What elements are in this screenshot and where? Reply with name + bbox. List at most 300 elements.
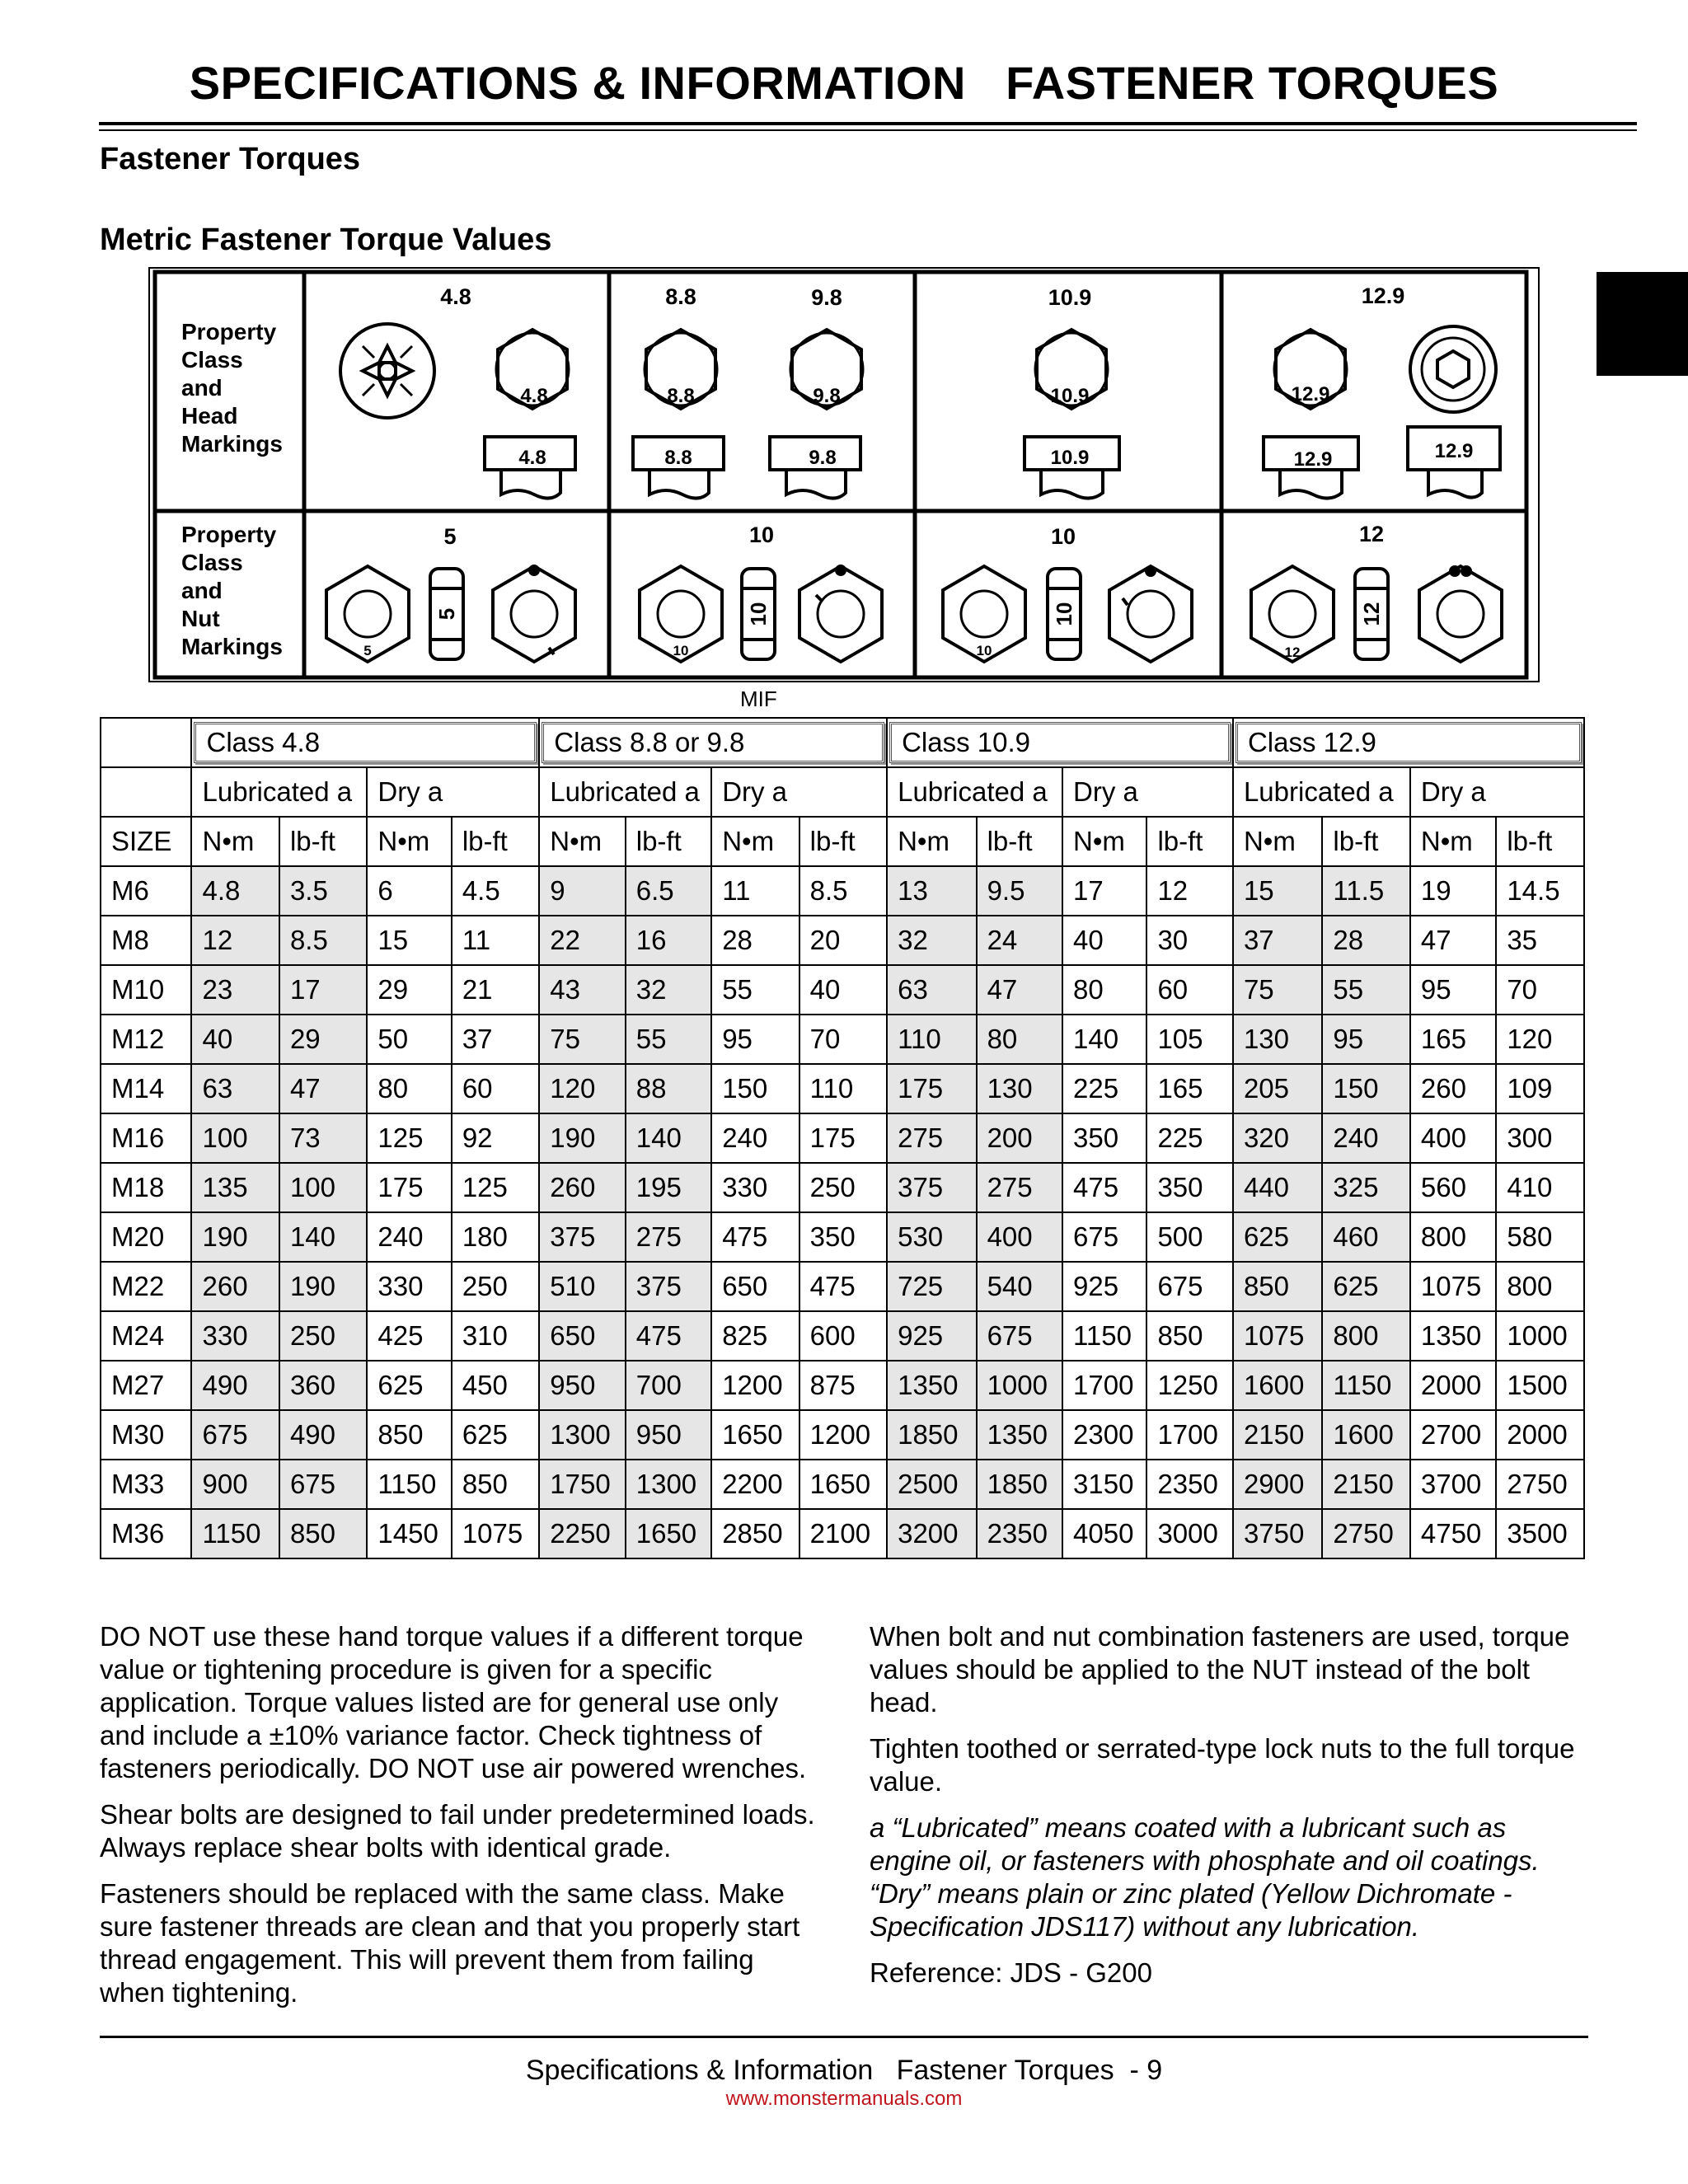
condition-header: Lubricated a — [539, 767, 711, 817]
table-row — [101, 1163, 1584, 1212]
torque-cell: 1850 — [977, 1460, 1062, 1509]
torque-cell: 560 — [1410, 1163, 1496, 1212]
head-class-title: 9.8 — [811, 285, 842, 310]
torque-cell: 1150 — [1062, 1311, 1146, 1361]
torque-table — [100, 717, 1585, 1559]
torque-cell: 4.8 — [191, 866, 279, 916]
note-paragraph: Fasteners should be replaced with the same class. Make sure fastener threads are clean and that you properly start thread engagement. This will prevent them from failing when tightening. — [100, 1878, 800, 2008]
table-row — [101, 1064, 1584, 1113]
torque-cell: 300 — [1496, 1113, 1584, 1163]
class-header — [191, 718, 539, 767]
torque-cell: 250 — [799, 1163, 887, 1212]
head-mark-text: 10.9 — [1050, 447, 1090, 469]
torque-cell: 2350 — [977, 1509, 1062, 1558]
torque-cell: 1300 — [626, 1460, 711, 1509]
torque-cell: 55 — [1322, 965, 1409, 1015]
condition-header: Dry a — [1410, 767, 1584, 817]
table-row — [101, 1015, 1584, 1064]
torque-cell: 32 — [626, 965, 711, 1015]
size-cell: M24 — [101, 1311, 191, 1361]
torque-cell: 675 — [977, 1311, 1062, 1361]
torque-cell: 1075 — [1410, 1262, 1496, 1311]
nut-mark-text: 10 — [746, 602, 771, 626]
class-header-label: Class 12.9 — [1236, 722, 1582, 763]
torque-cell: 1075 — [1233, 1311, 1322, 1361]
torque-cell: 440 — [1233, 1163, 1322, 1212]
torque-cell: 1600 — [1322, 1410, 1409, 1460]
torque-cell: 350 — [1146, 1163, 1233, 1212]
torque-cell: 2500 — [887, 1460, 976, 1509]
torque-cell: 490 — [191, 1361, 279, 1410]
torque-cell: 29 — [367, 965, 451, 1015]
nut-mark-text: 5 — [363, 643, 372, 658]
torque-cell: 13 — [887, 866, 976, 916]
torque-cell: 125 — [452, 1163, 539, 1212]
torque-cell: 675 — [1062, 1212, 1146, 1262]
torque-cell: 150 — [711, 1064, 799, 1113]
torque-cell: 2750 — [1322, 1509, 1409, 1558]
footer-url[interactable]: www.monstermanuals.com — [725, 2088, 963, 2110]
torque-cell: 1350 — [887, 1361, 976, 1410]
torque-cell: 1150 — [1322, 1361, 1409, 1410]
table-row — [101, 1361, 1584, 1410]
head-label-line: and — [181, 375, 223, 401]
torque-cell: 925 — [1062, 1262, 1146, 1311]
table-row — [101, 1460, 1584, 1509]
torque-cell: 175 — [367, 1163, 451, 1212]
torque-cell: 375 — [626, 1262, 711, 1311]
head-mark-text: 4.8 — [520, 385, 548, 407]
torque-cell: 88 — [626, 1064, 711, 1113]
reference: Reference: JDS - G200 — [870, 1957, 1152, 1988]
torque-cell: 11 — [711, 866, 799, 916]
torque-cell: 6.5 — [626, 866, 711, 916]
torque-cell: 450 — [452, 1361, 539, 1410]
unit-header: N•m — [887, 817, 976, 866]
head-class-title: 10.9 — [1048, 285, 1092, 310]
torque-cell: 1650 — [626, 1509, 711, 1558]
torque-cell: 1200 — [799, 1410, 887, 1460]
torque-cell: 75 — [1233, 965, 1322, 1015]
head-mark-text: 9.8 — [809, 447, 837, 469]
torque-cell: 95 — [1410, 965, 1496, 1015]
torque-cell: 12 — [1146, 866, 1233, 916]
torque-cell: 20 — [799, 916, 887, 965]
unit-header: N•m — [1062, 817, 1146, 866]
head-mark-text: 12.9 — [1434, 440, 1474, 462]
torque-cell: 510 — [539, 1262, 625, 1311]
torque-cell: 23 — [191, 965, 279, 1015]
torque-cell: 260 — [191, 1262, 279, 1311]
torque-cell: 4050 — [1062, 1509, 1146, 1558]
torque-cell: 800 — [1496, 1262, 1584, 1311]
torque-cell: 73 — [279, 1113, 367, 1163]
torque-cell: 1000 — [977, 1361, 1062, 1410]
torque-cell: 460 — [1322, 1212, 1409, 1262]
torque-cell: 950 — [539, 1361, 625, 1410]
torque-cell: 3750 — [1233, 1509, 1322, 1558]
size-cell: M18 — [101, 1163, 191, 1212]
torque-cell: 135 — [191, 1163, 279, 1212]
subsection-title: Metric Fastener Torque Values — [100, 223, 552, 257]
torque-cell: 625 — [1322, 1262, 1409, 1311]
torque-cell: 850 — [1146, 1311, 1233, 1361]
head-class-title: 4.8 — [440, 284, 471, 309]
torque-cell: 475 — [799, 1262, 887, 1311]
torque-cell: 37 — [452, 1015, 539, 1064]
torque-cell: 3150 — [1062, 1460, 1146, 1509]
torque-cell: 375 — [539, 1212, 625, 1262]
torque-cell: 75 — [539, 1015, 625, 1064]
torque-cell: 1500 — [1496, 1361, 1584, 1410]
size-cell: M8 — [101, 916, 191, 965]
table-row — [101, 1212, 1584, 1262]
head-class-title: 8.8 — [665, 284, 696, 309]
torque-cell: 1075 — [452, 1509, 539, 1558]
class-header — [887, 718, 1233, 767]
footer-text: Specifications & Information Fastener Torques - 9 — [525, 2055, 1163, 2086]
size-cell: M14 — [101, 1064, 191, 1113]
torque-cell: 625 — [1233, 1212, 1322, 1262]
head-mark-text: 8.8 — [667, 385, 695, 407]
table-row — [101, 1509, 1584, 1558]
torque-cell: 950 — [626, 1410, 711, 1460]
torque-cell: 800 — [1410, 1212, 1496, 1262]
torque-cell: 625 — [367, 1361, 451, 1410]
nut-label-line: Property — [181, 522, 277, 547]
head-mark-text: 8.8 — [664, 447, 692, 469]
torque-cell: 425 — [367, 1311, 451, 1361]
torque-cell: 225 — [1062, 1064, 1146, 1113]
torque-cell: 675 — [1146, 1262, 1233, 1311]
torque-cell: 650 — [539, 1311, 625, 1361]
torque-cell: 29 — [279, 1015, 367, 1064]
torque-cell: 650 — [711, 1262, 799, 1311]
torque-cell: 140 — [1062, 1015, 1146, 1064]
head-mark-text: 9.8 — [813, 385, 841, 407]
header-rule — [99, 122, 1637, 125]
torque-cell: 260 — [539, 1163, 625, 1212]
torque-cell: 6 — [367, 866, 451, 916]
torque-cell: 250 — [452, 1262, 539, 1311]
torque-cell: 1000 — [1496, 1311, 1584, 1361]
torque-cell: 14.5 — [1496, 866, 1584, 916]
torque-cell: 400 — [1410, 1113, 1496, 1163]
torque-cell: 1650 — [711, 1410, 799, 1460]
torque-cell: 190 — [279, 1262, 367, 1311]
size-cell: M30 — [101, 1410, 191, 1460]
table-row — [101, 1113, 1584, 1163]
torque-cell: 2300 — [1062, 1410, 1146, 1460]
nut-mark-text: 5 — [434, 607, 459, 621]
size-cell: M12 — [101, 1015, 191, 1064]
head-label-line: Property — [181, 319, 277, 344]
torque-cell: 60 — [1146, 965, 1233, 1015]
head-mark-text: 4.8 — [518, 447, 546, 469]
table-row — [101, 965, 1584, 1015]
torque-cell: 600 — [799, 1311, 887, 1361]
torque-cell: 140 — [279, 1212, 367, 1262]
size-cell: M22 — [101, 1262, 191, 1311]
torque-cell: 1850 — [887, 1410, 976, 1460]
torque-cell: 120 — [1496, 1015, 1584, 1064]
condition-header: Lubricated a — [191, 767, 367, 817]
table-row — [101, 1410, 1584, 1460]
torque-cell: 850 — [1233, 1262, 1322, 1311]
torque-cell: 63 — [191, 1064, 279, 1113]
torque-cell: 275 — [887, 1113, 976, 1163]
condition-header: Lubricated a — [887, 767, 1062, 817]
torque-cell: 200 — [977, 1113, 1062, 1163]
torque-cell: 410 — [1496, 1163, 1584, 1212]
torque-cell: 30 — [1146, 916, 1233, 965]
torque-cell: 875 — [799, 1361, 887, 1410]
torque-cell: 3200 — [887, 1509, 976, 1558]
table-row — [101, 866, 1584, 916]
torque-cell: 40 — [191, 1015, 279, 1064]
torque-cell: 80 — [367, 1064, 451, 1113]
torque-cell: 9.5 — [977, 866, 1062, 916]
head-label-line: Class — [181, 347, 243, 373]
unit-header: lb-ft — [977, 817, 1062, 866]
torque-cell: 43 — [539, 965, 625, 1015]
torque-cell: 190 — [539, 1113, 625, 1163]
torque-cell: 1150 — [367, 1460, 451, 1509]
torque-cell: 260 — [1410, 1064, 1496, 1113]
torque-cell: 310 — [452, 1311, 539, 1361]
torque-cell: 360 — [279, 1361, 367, 1410]
head-mark-text: 10.9 — [1050, 385, 1090, 407]
torque-cell: 800 — [1322, 1311, 1409, 1361]
torque-cell: 130 — [1233, 1015, 1322, 1064]
nut-mark-text: 10 — [976, 643, 992, 658]
torque-cell: 11 — [452, 916, 539, 965]
torque-cell: 2100 — [799, 1509, 887, 1558]
torque-cell: 205 — [1233, 1064, 1322, 1113]
torque-cell: 92 — [452, 1113, 539, 1163]
diagram-caption: MIF — [740, 687, 777, 711]
torque-cell: 1200 — [711, 1361, 799, 1410]
torque-cell: 675 — [191, 1410, 279, 1460]
torque-cell: 580 — [1496, 1212, 1584, 1262]
torque-cell: 50 — [367, 1015, 451, 1064]
head-label-line: Markings — [181, 431, 283, 457]
nut-class-title: 10 — [748, 523, 775, 547]
class-header — [1233, 718, 1584, 767]
torque-cell: 2850 — [711, 1509, 799, 1558]
torque-cell: 1150 — [191, 1509, 279, 1558]
torque-cell: 180 — [452, 1212, 539, 1262]
torque-cell: 140 — [626, 1113, 711, 1163]
torque-cell: 28 — [1322, 916, 1409, 965]
class-header-label: Class 8.8 or 9.8 — [542, 722, 884, 763]
torque-cell: 275 — [977, 1163, 1062, 1212]
size-cell: M36 — [101, 1509, 191, 1558]
torque-cell: 330 — [367, 1262, 451, 1311]
torque-cell: 1250 — [1146, 1361, 1233, 1410]
torque-cell: 16 — [626, 916, 711, 965]
torque-cell: 100 — [279, 1163, 367, 1212]
torque-cell: 37 — [1233, 916, 1322, 965]
condition-header: Lubricated a — [1233, 767, 1410, 817]
torque-cell: 1700 — [1062, 1361, 1146, 1410]
torque-cell: 240 — [1322, 1113, 1409, 1163]
table-row — [101, 1311, 1584, 1361]
torque-cell: 2350 — [1146, 1460, 1233, 1509]
torque-cell: 350 — [799, 1212, 887, 1262]
torque-cell: 240 — [711, 1113, 799, 1163]
nut-class-title: 12 — [1358, 522, 1385, 546]
torque-cell: 63 — [887, 965, 976, 1015]
header-title: SPECIFICATIONS & INFORMATION FASTENER TORQUES — [189, 57, 1499, 109]
note-paragraph: DO NOT use these hand torque values if a different torque value or tightening procedure is given for a specific application. Torque values listed are for general use only and include a ±10% variance factor. Check tightness of fasteners periodically. DO NOT use air powered wrenches. — [100, 1621, 807, 1783]
unit-header: lb-ft — [799, 817, 887, 866]
torque-cell: 225 — [1146, 1113, 1233, 1163]
torque-cell: 130 — [977, 1064, 1062, 1113]
unit-header: lb-ft — [452, 817, 539, 866]
nut-mark-text: 12 — [1284, 644, 1301, 660]
torque-cell: 125 — [367, 1113, 451, 1163]
footer-rule — [100, 2036, 1588, 2038]
size-cell: M10 — [101, 965, 191, 1015]
torque-cell: 240 — [367, 1212, 451, 1262]
size-cell: M33 — [101, 1460, 191, 1509]
unit-header: N•m — [539, 817, 625, 866]
torque-cell: 110 — [799, 1064, 887, 1113]
torque-cell: 1750 — [539, 1460, 625, 1509]
unit-header: lb-ft — [1146, 817, 1233, 866]
torque-cell: 22 — [539, 916, 625, 965]
torque-cell: 21 — [452, 965, 539, 1015]
torque-cell: 2200 — [711, 1460, 799, 1509]
nut-label-line: Class — [181, 550, 243, 575]
head-class-title: 12.9 — [1361, 284, 1405, 308]
torque-cell: 28 — [711, 916, 799, 965]
torque-cell: 40 — [1062, 916, 1146, 965]
nut-mark-text: 10 — [673, 643, 689, 658]
torque-cell: 1450 — [367, 1509, 451, 1558]
torque-cell: 80 — [977, 1015, 1062, 1064]
torque-cell: 150 — [1322, 1064, 1409, 1113]
torque-cell: 2900 — [1233, 1460, 1322, 1509]
torque-cell: 175 — [799, 1113, 887, 1163]
condition-header: Dry a — [711, 767, 887, 817]
unit-header: N•m — [191, 817, 279, 866]
nut-mark-text: 12 — [1359, 602, 1384, 626]
torque-cell: 925 — [887, 1311, 976, 1361]
torque-cell: 475 — [626, 1311, 711, 1361]
unit-header: N•m — [1233, 817, 1322, 866]
table-row — [101, 916, 1584, 965]
torque-cell: 70 — [1496, 965, 1584, 1015]
condition-header: Dry a — [1062, 767, 1233, 817]
torque-cell: 32 — [887, 916, 976, 965]
torque-cell: 3700 — [1410, 1460, 1496, 1509]
torque-cell: 2000 — [1496, 1410, 1584, 1460]
unit-header: N•m — [367, 817, 451, 866]
torque-cell: 375 — [887, 1163, 976, 1212]
torque-cell: 175 — [887, 1064, 976, 1113]
torque-cell: 17 — [279, 965, 367, 1015]
head-label-line: Head — [181, 403, 238, 429]
torque-cell: 3500 — [1496, 1509, 1584, 1558]
section-tab — [1597, 272, 1688, 376]
class-header-row — [101, 718, 1584, 767]
unit-header: lb-ft — [626, 817, 711, 866]
unit-header: lb-ft — [1496, 817, 1584, 866]
size-cell: M27 — [101, 1361, 191, 1410]
nut-class-title: 5 — [443, 524, 457, 549]
note-paragraph: Tighten toothed or serrated-type lock nuts to the full torque value. — [870, 1733, 1575, 1797]
torque-cell: 1350 — [1410, 1311, 1496, 1361]
nut-label-line: and — [181, 578, 223, 603]
torque-cell: 100 — [191, 1113, 279, 1163]
torque-cell: 3.5 — [279, 866, 367, 916]
note-paragraph: When bolt and nut combination fasteners are used, torque values should be applied to the NUT instead of the bolt head. — [870, 1621, 1570, 1718]
torque-cell: 120 — [539, 1064, 625, 1113]
torque-cell: 725 — [887, 1262, 976, 1311]
torque-cell: 47 — [1410, 916, 1496, 965]
torque-cell: 540 — [977, 1262, 1062, 1311]
torque-cell: 80 — [1062, 965, 1146, 1015]
unit-header: N•m — [711, 817, 799, 866]
torque-cell: 47 — [977, 965, 1062, 1015]
condition-header-row — [101, 767, 1584, 817]
torque-cell: 250 — [279, 1311, 367, 1361]
torque-cell: 530 — [887, 1212, 976, 1262]
torque-cell: 1700 — [1146, 1410, 1233, 1460]
torque-cell: 850 — [367, 1410, 451, 1460]
torque-cell: 12 — [191, 916, 279, 965]
nut-mark-text: 10 — [1052, 602, 1076, 626]
condition-header: Dry a — [367, 767, 539, 817]
nut-label-line: Nut — [181, 606, 220, 631]
torque-cell: 2150 — [1233, 1410, 1322, 1460]
torque-cell: 2000 — [1410, 1361, 1496, 1410]
torque-cell: 325 — [1322, 1163, 1409, 1212]
torque-cell: 850 — [279, 1509, 367, 1558]
torque-cell: 330 — [191, 1311, 279, 1361]
torque-cell: 165 — [1410, 1015, 1496, 1064]
unit-header: lb-ft — [279, 817, 367, 866]
torque-cell: 1600 — [1233, 1361, 1322, 1410]
torque-cell: 9 — [539, 866, 625, 916]
torque-cell: 330 — [711, 1163, 799, 1212]
torque-cell: 850 — [452, 1460, 539, 1509]
torque-cell: 825 — [711, 1311, 799, 1361]
size-cell: M6 — [101, 866, 191, 916]
class-header-label: Class 4.8 — [194, 722, 537, 763]
section-title: Fastener Torques — [100, 142, 361, 176]
torque-cell: 95 — [711, 1015, 799, 1064]
header-rule-thin — [99, 129, 1637, 131]
torque-cell: 500 — [1146, 1212, 1233, 1262]
size-header: SIZE — [101, 817, 191, 866]
torque-cell: 350 — [1062, 1113, 1146, 1163]
notes-left — [100, 1620, 825, 2022]
torque-cell: 4750 — [1410, 1509, 1496, 1558]
torque-cell: 1650 — [799, 1460, 887, 1509]
torque-cell: 60 — [452, 1064, 539, 1113]
torque-cell: 110 — [887, 1015, 976, 1064]
footnote: a “Lubricated” means coated with a lubricant such as engine oil, or fasteners with phosphate and oil coatings. “Dry” means plain or zinc plated (Yellow Dichromate - Specification JDS117) without any lubrication. — [870, 1812, 1540, 1942]
size-cell: M16 — [101, 1113, 191, 1163]
torque-cell: 47 — [279, 1064, 367, 1113]
torque-cell: 675 — [279, 1460, 367, 1509]
torque-cell: 275 — [626, 1212, 711, 1262]
unit-header: lb-ft — [1322, 817, 1409, 866]
torque-cell: 2700 — [1410, 1410, 1496, 1460]
